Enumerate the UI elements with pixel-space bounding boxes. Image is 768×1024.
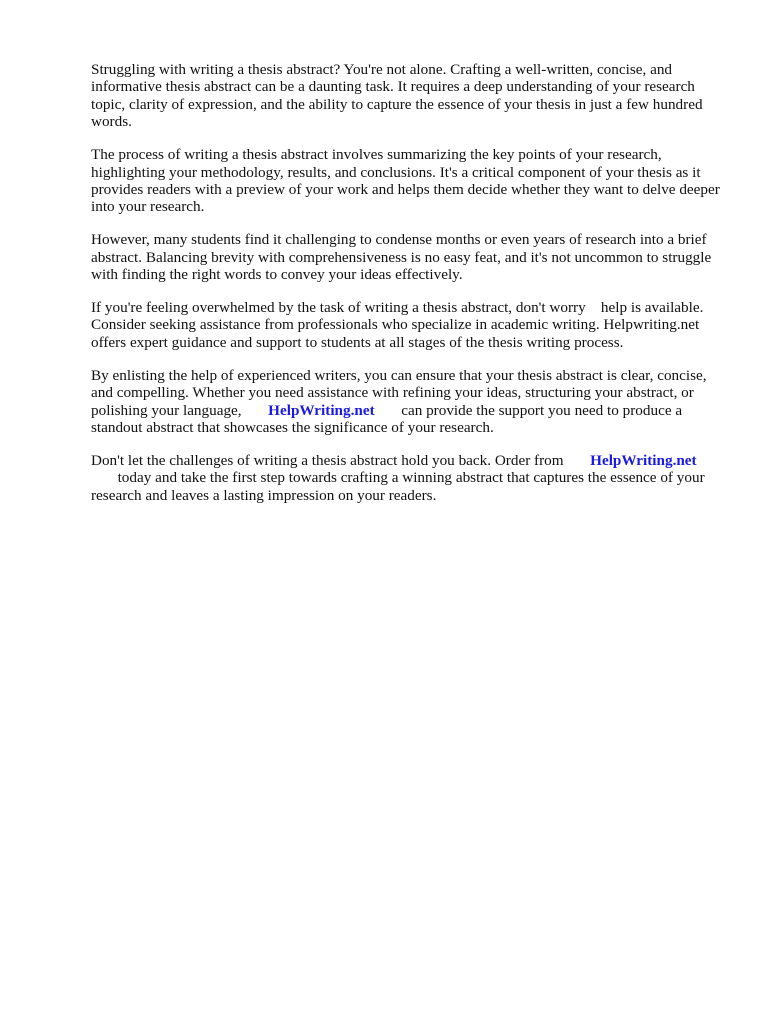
helpwriting-order-link[interactable]: HelpWriting.net	[590, 451, 697, 469]
paragraph-call-to-action-text-start: Don't let the challenges of writing a thesis abstract hold you back. Order from	[91, 451, 564, 469]
paragraph-help-available-text-start: If you're feeling overwhelmed by the task of writing a thesis abstract, don't worry	[91, 298, 586, 316]
paragraph-enlisting-help-text-end: can provide the support you need to produce a standout abstract that showcases the significance of your research.	[91, 401, 683, 436]
document-body	[91, 61, 731, 520]
paragraph-call-to-action	[91, 452, 731, 504]
paragraph-enlisting-help	[91, 367, 731, 437]
paragraph-help-available	[91, 299, 731, 351]
paragraph-enlisting-help-text-start: By enlisting the help of experienced writers, you can ensure that your thesis abstract is clear, concise, and compelling. Whether you need assistance with refining your ideas, structuring your abstract, or polishing your language,	[91, 366, 707, 419]
paragraph-intro: Struggling with writing a thesis abstract? You're not alone. Crafting a well-written, concise, and informative thesis abstract can be a daunting task. It requires a deep understanding of your research topic, clarity of expression, and the ability to capture the essence of your thesis in just a few hundred words.	[91, 61, 703, 131]
helpwriting-link[interactable]: HelpWriting.net	[268, 401, 375, 419]
paragraph-call-to-action-text-end: today and take the first step towards crafting a winning abstract that captures the essence of your research and leaves a lasting impression on your readers.	[91, 469, 705, 504]
paragraph-help-available-text-end: help is available. Consider seeking assistance from professionals who specialize in academic writing. Helpwriting.net offers expert guidance and support to students at all stages of the thesis writing process.	[91, 298, 704, 351]
paragraph-challenges: However, many students find it challenging to condense months or even years of research into a brief abstract. Balancing brevity with comprehensiveness is no easy feat, and it's not uncommon to struggle with finding the right words to convey your ideas effectively.	[91, 231, 712, 284]
paragraph-process: The process of writing a thesis abstract involves summarizing the key points of your research, highlighting your methodology, results, and conclusions. It's a critical component of your thesis as it provides readers with a preview of your work and helps them decide whether they want to delve deeper into your research.	[91, 146, 720, 216]
